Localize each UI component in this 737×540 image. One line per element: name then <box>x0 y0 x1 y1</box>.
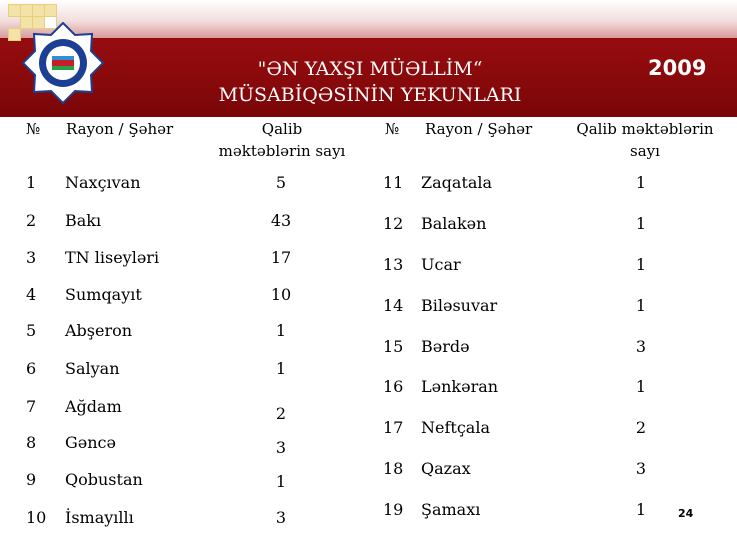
row-region: Bərdə <box>421 337 470 356</box>
col-header-num-left: № <box>26 120 41 138</box>
row-region: Ağdam <box>65 397 122 416</box>
row-region: Balakən <box>421 214 487 233</box>
row-count: 1 <box>635 214 647 233</box>
col-header-region-right: Rayon / Şəhər <box>425 120 533 138</box>
row-count: 1 <box>635 500 647 519</box>
row-num: 8 <box>26 433 37 452</box>
row-region: Biləsuvar <box>421 296 498 315</box>
row-num: 11 <box>383 173 404 192</box>
row-region: Şamaxı <box>421 500 481 519</box>
row-count: 43 <box>270 211 292 230</box>
row-num: 19 <box>383 500 404 519</box>
col-header-winners-left: Qalib məktəblərin sayı <box>218 120 346 160</box>
row-region: TN liseyləri <box>65 248 160 267</box>
row-count: 1 <box>635 377 647 396</box>
row-num: 4 <box>26 285 37 304</box>
row-count: 1 <box>635 255 647 274</box>
row-count: 10 <box>270 285 292 304</box>
row-num: 13 <box>383 255 404 274</box>
row-num: 17 <box>383 418 404 437</box>
row-num: 5 <box>26 321 37 340</box>
row-region: İsmayıllı <box>65 508 134 527</box>
row-num: 14 <box>383 296 404 315</box>
row-num: 10 <box>26 508 47 527</box>
header-gradient <box>0 0 737 38</box>
row-count: 3 <box>635 459 647 478</box>
row-count: 1 <box>635 173 647 192</box>
row-count: 2 <box>635 418 647 437</box>
row-num: 9 <box>26 470 37 489</box>
row-count: 2 <box>275 404 287 423</box>
row-region: Qobustan <box>65 470 143 489</box>
row-count: 3 <box>275 438 287 457</box>
row-num: 15 <box>383 337 404 356</box>
row-region: Sumqayıt <box>65 285 142 304</box>
row-region: Bakı <box>65 211 102 230</box>
row-region: Lənkəran <box>421 377 499 396</box>
row-num: 18 <box>383 459 404 478</box>
col-header-winners-right: Qalib məktəblərin sayı <box>576 120 714 160</box>
row-count: 17 <box>270 248 292 267</box>
row-num: 7 <box>26 397 37 416</box>
row-num: 6 <box>26 359 37 378</box>
row-region: Qazax <box>421 459 471 478</box>
row-region: Abşeron <box>65 321 133 340</box>
row-region: Salyan <box>65 359 120 378</box>
row-count: 1 <box>275 472 287 491</box>
title-line-1: "ƏN YAXŞI MÜƏLLİM“ <box>257 58 483 80</box>
row-num: 3 <box>26 248 37 267</box>
row-count: 1 <box>635 296 647 315</box>
row-num: 16 <box>383 377 404 396</box>
row-count: 1 <box>275 321 287 340</box>
page-title <box>180 56 560 108</box>
year-label: 2009 <box>648 56 707 80</box>
row-count: 3 <box>275 508 287 527</box>
row-count: 1 <box>275 359 287 378</box>
row-num: 12 <box>383 214 404 233</box>
row-region: Naxçıvan <box>65 173 141 192</box>
col-header-region-left: Rayon / Şəhər <box>66 120 174 138</box>
title-line-2: MÜSABİQƏSİNİN YEKUNLARI <box>218 84 522 106</box>
page-number: 24 <box>678 507 694 520</box>
row-num: 2 <box>26 211 37 230</box>
ministry-emblem-icon <box>22 22 104 104</box>
row-region: Gəncə <box>65 433 116 452</box>
row-count: 5 <box>275 173 287 192</box>
row-region: Neftçala <box>421 418 490 437</box>
row-num: 1 <box>26 173 37 192</box>
col-header-num-right: № <box>385 120 400 138</box>
row-count: 3 <box>635 337 647 356</box>
row-region: Zaqatala <box>421 173 493 192</box>
row-region: Ucar <box>421 255 461 274</box>
